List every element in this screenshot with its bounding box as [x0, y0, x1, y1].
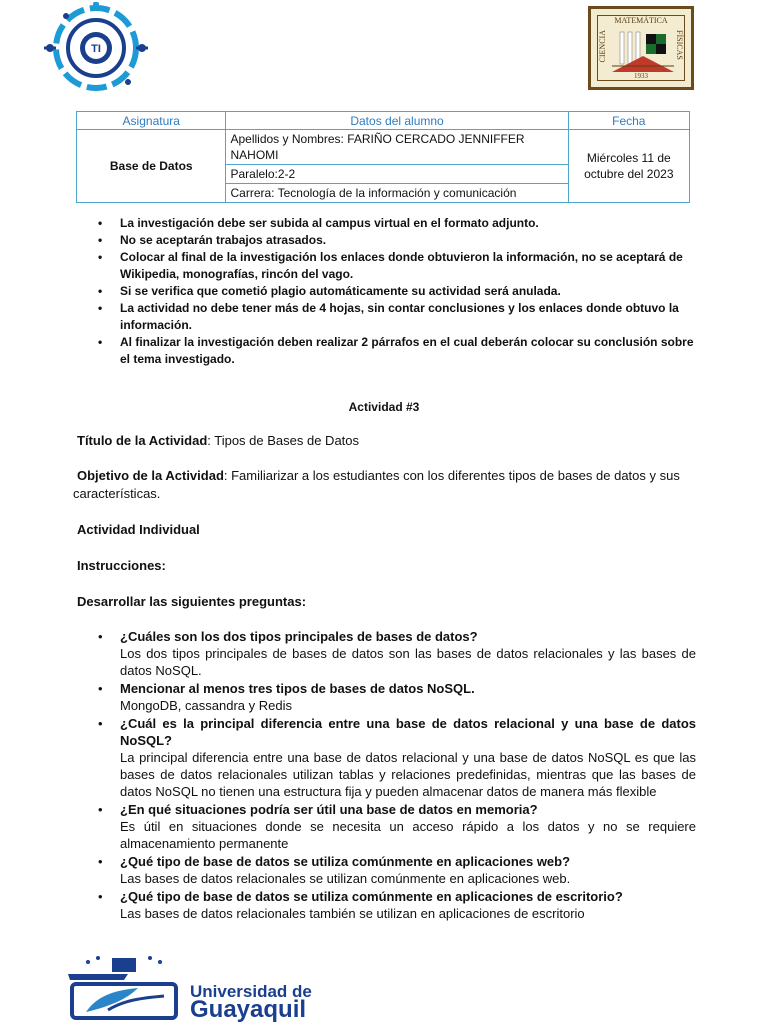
date-cell: Miércoles 11 de octubre del 2023	[568, 130, 689, 203]
activity-number: Actividad #3	[348, 400, 420, 414]
answer-text: Los dos tipos principales de bases de datos son las bases de datos relacionales y las bases de datos NoSQL.	[120, 646, 696, 678]
question-text: • ¿Qué tipo de base de datos se utiliza comúnmente en aplicaciones web?	[120, 854, 571, 869]
question-text: • ¿En qué situaciones podría ser útil una base de datos en memoria?	[120, 802, 538, 817]
logo-left-text: CIENCIA	[598, 30, 607, 63]
activity-title-line	[77, 432, 697, 450]
activity-title-label: Título de la Actividad	[77, 433, 208, 448]
answer-text: Es útil en situaciones donde se necesita un acceso rápido a los datos y no se requiere almacenamiento permanente	[120, 819, 696, 851]
question-text: • Mencionar al menos tres tipos de bases de datos NoSQL.	[120, 681, 475, 696]
header-student: Datos del alumno	[226, 112, 568, 130]
subject-cell: Base de Datos	[77, 130, 226, 203]
activity-objective	[73, 467, 695, 503]
logo-year: 1933	[634, 72, 648, 80]
rule-item: • No se aceptarán trabajos atrasados.	[96, 232, 696, 249]
activity-objective-label: Objetivo de la Actividad	[77, 468, 224, 483]
svg-text:TI: TI	[91, 43, 101, 55]
question-item	[96, 680, 696, 714]
logo-top-text: MATEMÁTICA	[614, 16, 668, 25]
university-name-line2: Guayaquil	[190, 996, 307, 1023]
question-item	[96, 628, 696, 679]
rule-item: • Colocar al final de la investigación los enlaces donde obtuvieron la información, no se aceptará de Wikipedia, monografías, rincón del vago.	[96, 249, 696, 283]
columns-emblem-icon	[612, 28, 674, 72]
math-physics-faculty-logo	[588, 6, 694, 90]
student-carrera: Carrera: Tecnología de la información y comunicación	[226, 184, 568, 203]
activity-objective-value: : Familiarizar a los estudiantes con los diferentes tipos de bases de datos y sus características.	[73, 468, 680, 501]
student-names: Apellidos y Nombres: FARIÑO CERCADO JENNIFFER NAHOMI	[226, 130, 568, 165]
instructions-heading: Instrucciones:	[77, 558, 166, 573]
header-date: Fecha	[568, 112, 689, 130]
header-subject: Asignatura	[77, 112, 226, 130]
answer-text: MongoDB, cassandra y Redis	[120, 698, 292, 713]
question-item	[96, 715, 696, 800]
question-text: • ¿Qué tipo de base de datos se utiliza comúnmente en aplicaciones de escritorio?	[120, 889, 623, 904]
rule-item: • La investigación debe ser subida al campus virtual en el formato adjunto.	[96, 215, 696, 232]
question-text: • ¿Cuáles son los dos tipos principales de bases de datos?	[120, 629, 478, 644]
question-item	[96, 888, 696, 922]
answer-text: La principal diferencia entre una base de datos relacional y una base de datos NoSQL es que las bases de datos relacionales utilizan tablas y relaciones predefinidas, mientras que las bases de datos NoSQL no tienen una estructura fija y pueden almacenar datos de manera más flexible	[120, 750, 696, 799]
student-info-table	[76, 111, 690, 203]
logo-right-text: FÍSICAS	[675, 30, 684, 60]
rule-item: • La actividad no debe tener más de 4 hojas, sin contar conclusiones y los enlaces donde obtuvo la información.	[96, 300, 696, 334]
question-text: • ¿Cuál es la principal diferencia entre una base de datos relacional y una base de datos NoSQL?	[120, 716, 696, 748]
answer-text: Las bases de datos relacionales se utilizan comúnmente en aplicaciones web.	[120, 871, 571, 886]
question-item	[96, 801, 696, 852]
develop-heading: Desarrollar las siguientes preguntas:	[77, 594, 307, 609]
activity-individual: Actividad Individual	[77, 522, 200, 537]
ti-faculty-logo	[44, 2, 154, 94]
activity-title-value: : Tipos de Bases de Datos	[207, 433, 360, 448]
answer-text: Las bases de datos relacionales también se utilizan en aplicaciones de escritorio	[120, 906, 585, 921]
rule-item: • Al finalizar la investigación deben realizar 2 párrafos en el cual deberán colocar su conclusión sobre el tema investigado.	[96, 334, 696, 368]
question-item	[96, 853, 696, 887]
university-name-line1: Universidad de	[190, 982, 312, 1001]
questions-list	[96, 628, 696, 923]
rule-item: • Si se verifica que cometió plagio automáticamente su actividad será anulada.	[96, 283, 696, 300]
rules-list	[96, 215, 696, 368]
student-paralelo: Paralelo:2-2	[226, 165, 568, 184]
